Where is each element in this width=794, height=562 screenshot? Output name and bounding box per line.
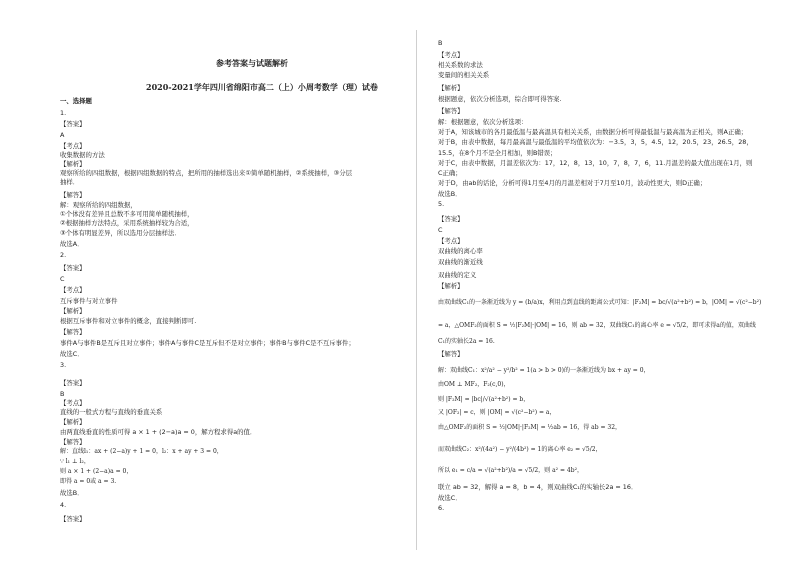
text-line: 【解析】 [60,160,86,168]
text-line: 故选B． [438,190,462,198]
math-line: 则 a × 1 + (2−a)a = 0， [60,468,133,475]
text-line: 变量间的相关关系 [438,71,490,79]
text-line: 4. [60,501,67,509]
math-line: ∵ l₁ ⊥ l₂， [60,458,90,465]
divider [416,30,417,550]
text-line: 直线的一般式方程与直线的垂直关系 [60,408,163,416]
math-line: = a，△OMF₂的面积 S = ½|F₂M|·|OM| = 16，则 ab = 32，双曲线C₁的离心率 e = √5/2，即可求得a的值，双曲线 [438,322,756,329]
text-line: 事件A与事件B是互斥且对立事件；事件A与事件C是互斥但不是对立事件；事件B与事件C是不互斥事件； [60,339,355,347]
text-line: 【答案】 [60,120,86,128]
text-line: 抽样． [60,178,80,186]
math-line: 则 |F₂M| = |bc|/√(a²+b²) = b， [438,396,530,403]
exam-title: 2020-2021学年四川省绵阳市高二（上）小周考数学（理）试卷 [146,82,378,92]
text-line: 收集数据的方法 [60,151,105,159]
math-line: 所以 e₁ = c/a = √(a²+b²)/a = √5/2，则 a² = 4b²， [438,467,583,474]
text-line: 【考点】 [60,286,86,294]
text-line: 由两直线垂直的性质可得 a × 1 + (2−a)a = 0，解方程求得a的值． [60,428,257,436]
text-line: 双曲线的渐近线 [438,258,483,266]
text-line: ③个体有明显差异，所以选用分层抽样法． [60,229,181,237]
text-line: 根据互斥事件和对立事件的概念，直接判断即可. [60,317,197,325]
text-line: 【考点】 [60,142,86,150]
text-line: 【考点】 [438,237,464,245]
math-line: 而双曲线C₂：x²/(4a²) − y²/(4b²) = 1的离心率 e₂ = √5/2， [438,446,602,453]
math-line: 由双曲线C₁的一条渐近线为 y = (b/a)x，利用点到直线的距离公式可知：|F₂M| = bc/√(a²+b²) = b，|OM| = √(c²−b²) [438,299,762,306]
text-line: 【答案】 [60,264,86,272]
text-line: 【解答】 [438,107,464,115]
text-line: 故选A． [60,240,84,248]
math-line: 解：直线l₁：ax + (2−a)y + 1 = 0，l₂：x + ay + 3 = 0， [60,448,223,455]
text-line: 【解答】 [60,328,86,336]
math-line: 解：双曲线C₁：x²/a² − y²/b² = 1(a > b > 0)的一条渐近线为 bx + ay = 0， [438,367,650,374]
section-heading: 一、选择题 [60,97,92,105]
text-line: ①个体没有差异且总数不多可用简单随机抽样， [60,210,194,218]
text-line: 5. [438,200,445,208]
text-line: 对于B，由表中数据，每月最高温与最低温的平均值依次为：−3.5，3，5，4.5，12，20.5，23，26.5，28， [438,138,753,146]
text-line: 双曲线的离心率 [438,247,483,255]
text-line: 相关系数的求法 [438,61,483,69]
text-line: 对于D，由ab的话论，分析可得1月至4月的月温差相对于7月至10月，波动性更大，则D正确； [438,179,707,187]
text-line: 6. [438,504,445,512]
text-line: 【解析】 [60,418,86,426]
text-line: C正确； [438,169,462,177]
math-line: C₁的实轴长2a = 16. [438,338,495,345]
text-line: 【答案】 [60,515,86,523]
text-line: 【解析】 [438,282,464,290]
text-line: 互斥事件与对立事件 [60,297,118,305]
text-line: B [60,390,65,398]
page-title: 参考答案与试题解析 [216,58,288,68]
math-line: 又 |OF₂| = c，则 |OM| = √(c²−b²) = a， [438,409,556,416]
text-line: 【解答】 [60,438,86,446]
text-line: 【考点】 [60,399,86,407]
text-line: 【解答】 [60,191,86,199]
text-line: 【解析】 [438,84,464,92]
text-line: 【答案】 [60,379,86,387]
text-line: 根据题意，依次分析选项，综合即可得答案. [438,95,562,103]
text-line: 解：观察所给的四组数据， [60,201,137,209]
text-line: 【答案】 [438,215,464,223]
text-line: 1. [60,109,67,117]
text-line: ②根据抽样方法特点，采用系统抽样较为合适， [60,219,194,227]
text-line: 【解答】 [438,350,464,358]
text-line: A [60,131,65,139]
text-line: 双曲线的定义 [438,271,477,279]
text-line: 2. [60,251,67,259]
text-line: 对于C，由表中数据，月温差依次为：17，12，8，13，10，7，8，7，6，11.月温差的最大值出现在1月，则 [438,159,753,167]
text-line: 解：根据题意，依次分析选项： [438,118,528,126]
text-line: 故选B． [60,489,84,497]
text-line: 故选C． [438,494,462,502]
text-line: 联立 ab = 32，解得 a = 8，b = 4，则双曲线C₁的实轴长2a = 16． [438,483,638,491]
text-line: 【考点】 [438,51,464,59]
text-line: 故选C． [60,350,84,358]
text-line: B [438,39,443,47]
text-line: C [438,226,443,234]
text-line: 3. [60,361,67,369]
text-line: 15.5，在8个月不是全月相加，则B错误； [438,149,557,157]
math-line: 由OM ⊥ MF₂，F₂(c,0)， [438,381,510,388]
text-line: 对于A，知该城市的各月最低温与最高温具有相关关系，由数据分析可得最低温与最高温为正相关，则A正确； [438,128,748,136]
text-line: 【解析】 [60,307,86,315]
text-line: 观察所给的四组数据，根据四组数据的特点，把所用的抽样选出来①简单随机抽样，②系统抽样，③分层 [60,169,352,177]
text-line: C [60,275,65,283]
math-line: 由△OMF₂的面积 S = ½|OM|·|F₂M| = ½ab = 16，得 ab = 32， [438,424,622,431]
math-line: 即得 a = 0或 a = 3. [60,478,117,485]
